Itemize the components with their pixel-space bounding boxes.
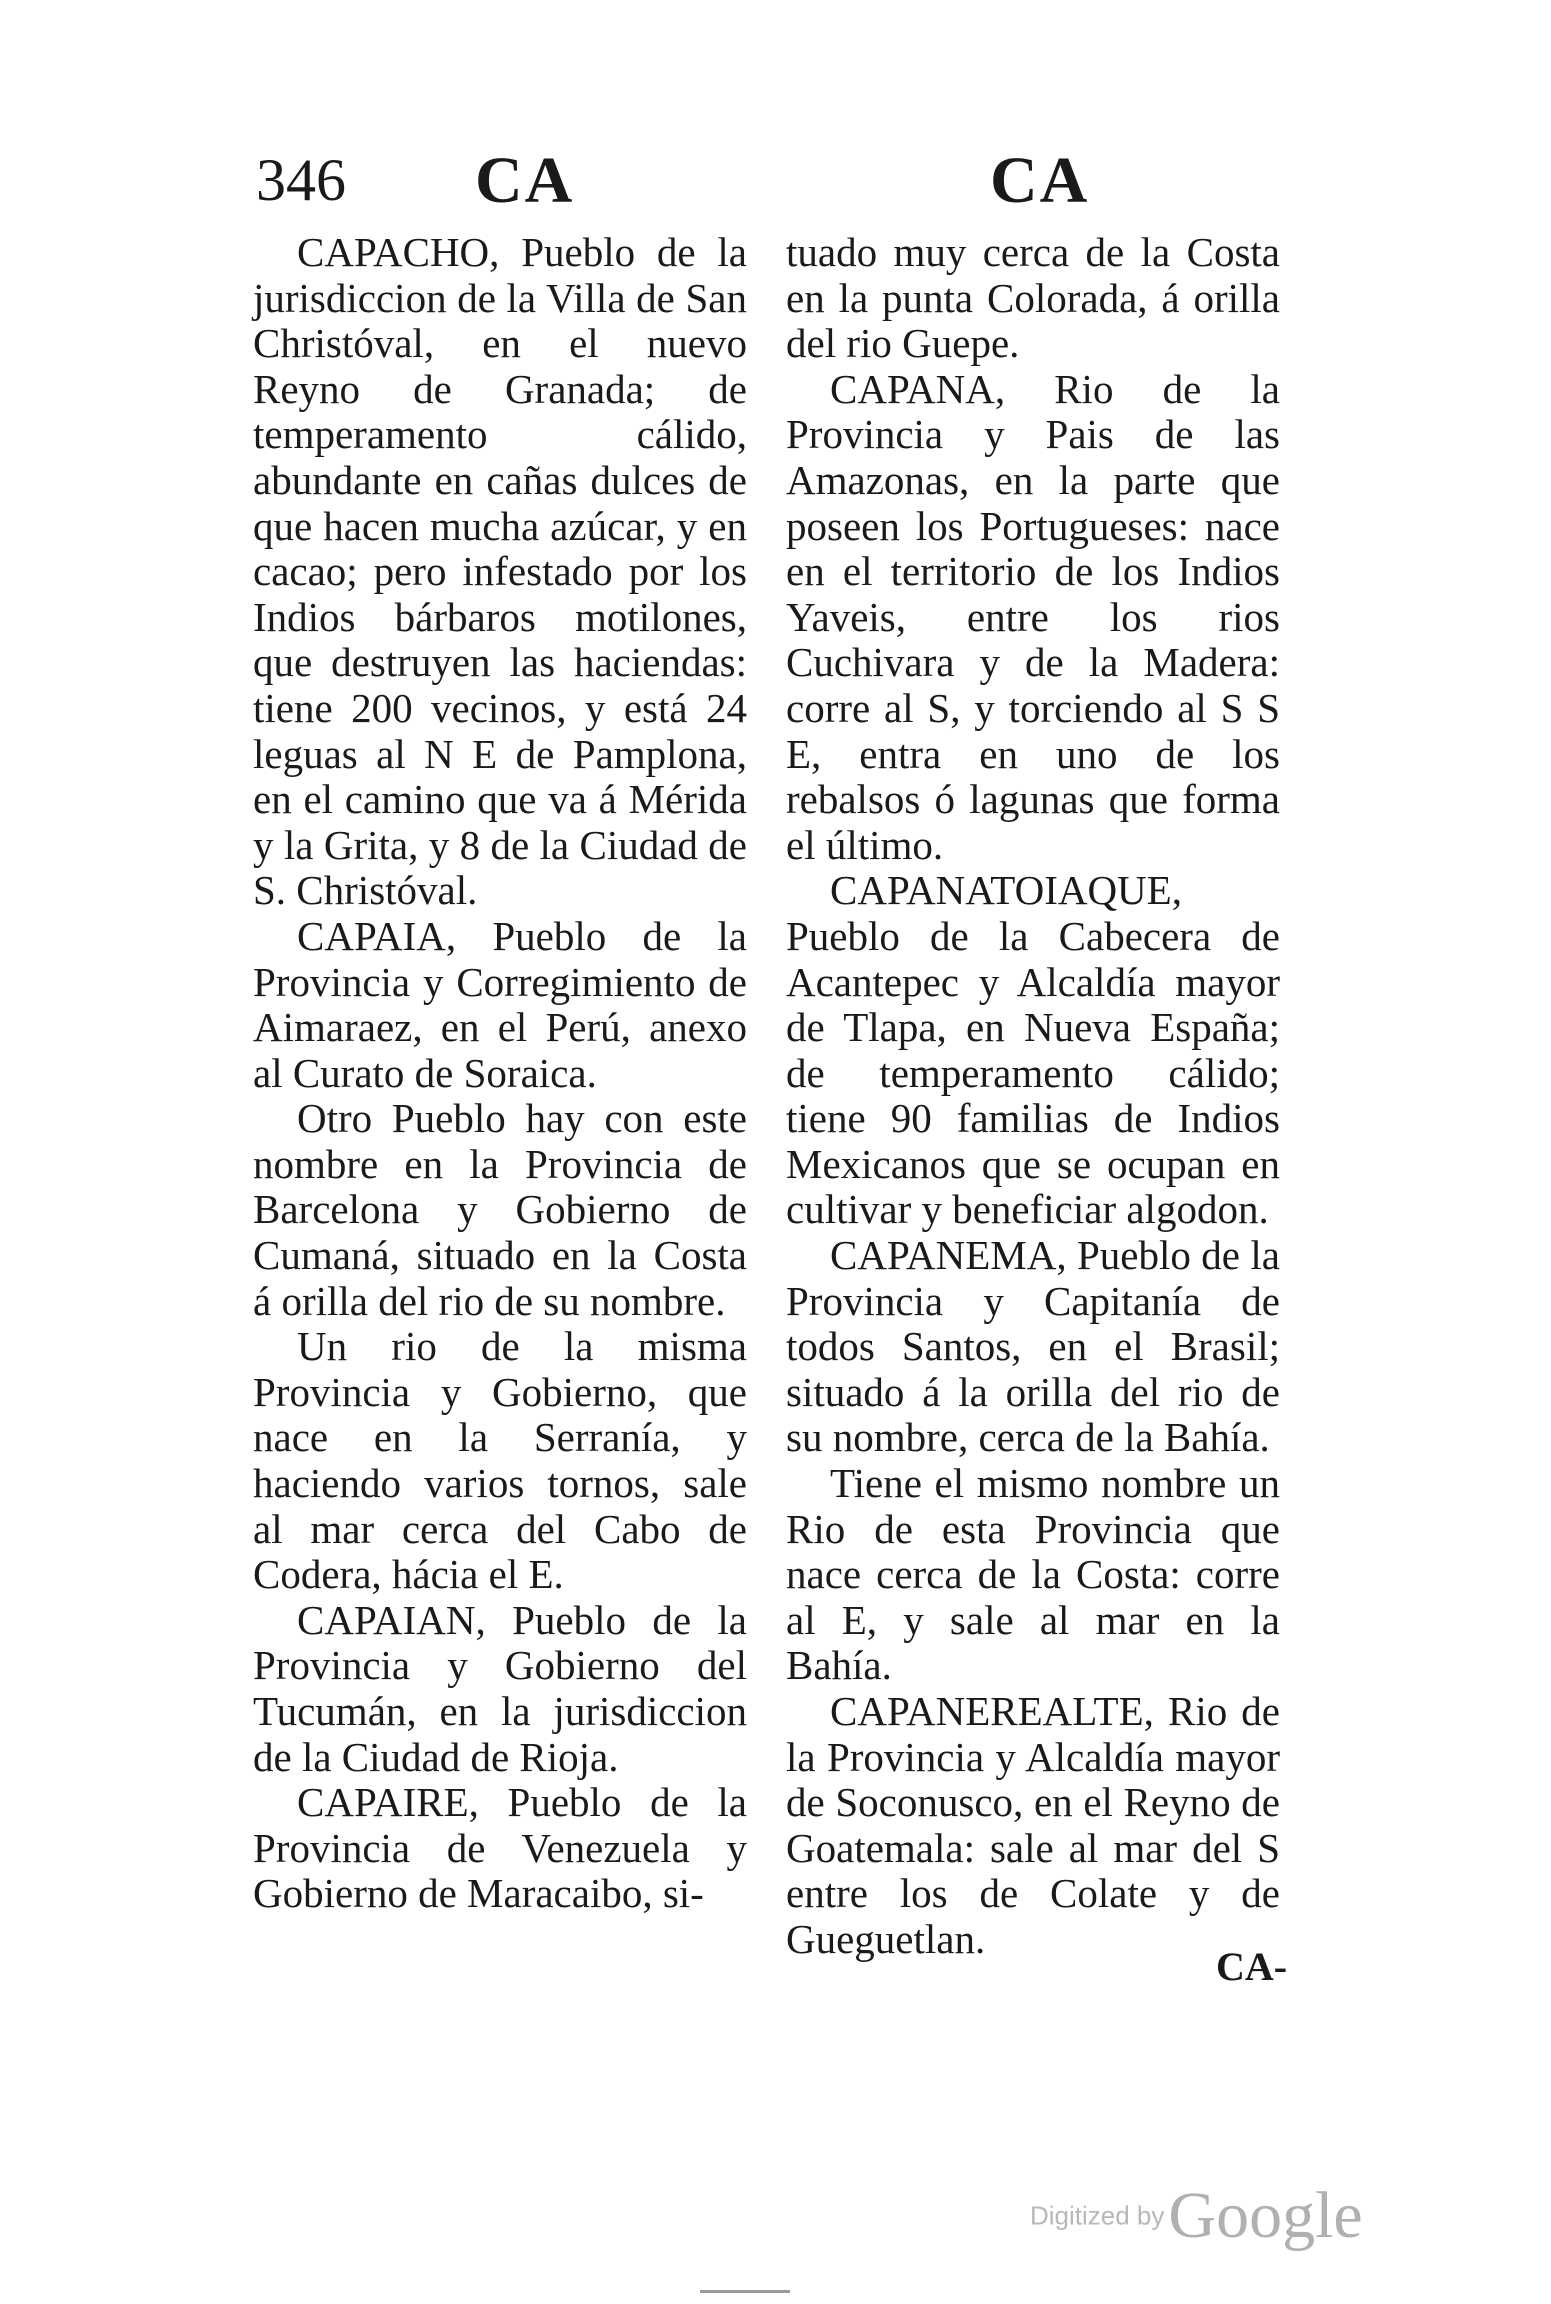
entry-capaian: CAPAIAN, Pueblo de la Provincia y Gobierno del Tucumán, en la jurisdiccion de la Ciudad de Rioja. (253, 1596, 747, 1780)
entry-capaire-continuation: tuado muy cerca de la Costa en la punta Colorada, á orilla del rio Guepe. (786, 229, 1280, 367)
entry-capaia-rio: Un rio de la misma Provincia y Gobierno, que nace en la Serranía, y haciendo varios tornos, sale al mar cerca del Cabo de Codera, hácia el E. (253, 1323, 747, 1598)
watermark-prefix: Digitized by (1030, 2200, 1165, 2231)
left-column (253, 230, 747, 1917)
entry-capana: CAPANA, Rio de la Provincia y Pais de las Amazonas, en la parte que poseen los Portugueses: nace en el territorio de los Indios Yaveis, entre los rios Cuchivara y de la Madera: corre al S, y torciendo al S S E, entra en uno de los rebalsos ó lagunas que forma el último. (786, 365, 1280, 868)
google-logo: Google (1168, 2179, 1363, 2252)
entry-capanerealte: CAPANEREALTE, Rio de la Provincia y Alcaldía mayor de Soconusco, en el Reyno de Goatemala: sale al mar del S entre los de Colate y de Gueguetlan. (786, 1688, 1280, 1962)
running-head-right: CA (990, 144, 1090, 217)
entry-capacho: CAPACHO, Pueblo de la jurisdiccion de la Villa de San Christóval, en el nuevo Reyno de Granada; de temperamento cálido, abundante en cañas dulces de que hacen mucha azúcar, y en cacao; pero infestado por los Indios bárbaros motilones, que destruyen las haciendas: tiene 200 vecinos, y está 24 leguas al N E de Pamplona, en el camino que va á Mérida y la Grita, y 8 de la Ciudad de S. Christóval. (253, 229, 747, 914)
entry-capanema-rio: Tiene el mismo nombre un Rio de esta Provincia que nace cerca de la Costa: corre al E, y sale al mar en la Bahía. (786, 1460, 1280, 1689)
catchword: CA- (1216, 1944, 1288, 1989)
page-number: 346 (256, 147, 346, 213)
right-column (786, 230, 1280, 1963)
entry-capanatoiaque: CAPANATOIAQUE, Pueblo de la Cabecera de Acantepec y Alcaldía mayor de Tlapa, en Nueva España; de temperamento cálido; tiene 90 familias de Indios Mexicanos que se ocupan en cultivar y beneficiar algodon. (786, 867, 1280, 1233)
entry-capaia: CAPAIA, Pueblo de la Provincia y Corregimiento de Aimaraez, en el Perú, anexo al Curato de Soraica. (253, 912, 747, 1096)
digitization-watermark (1030, 2178, 1363, 2254)
running-head-left: CA (475, 144, 575, 217)
entry-capanema: CAPANEMA, Pueblo de la Provincia y Capitanía de todos Santos, en el Brasil; situado á la orilla del rio de su nombre, cerca de la Bahía. (786, 1232, 1280, 1461)
bottom-rule (700, 2290, 790, 2293)
entry-capaire: CAPAIRE, Pueblo de la Provincia de Venezuela y Gobierno de Maracaibo, si- (253, 1779, 747, 1917)
entry-capaia-barcelona: Otro Pueblo hay con este nombre en la Provincia de Barcelona y Gobierno de Cumaná, situado en la Costa á orilla del rio de su nombre. (253, 1095, 747, 1324)
